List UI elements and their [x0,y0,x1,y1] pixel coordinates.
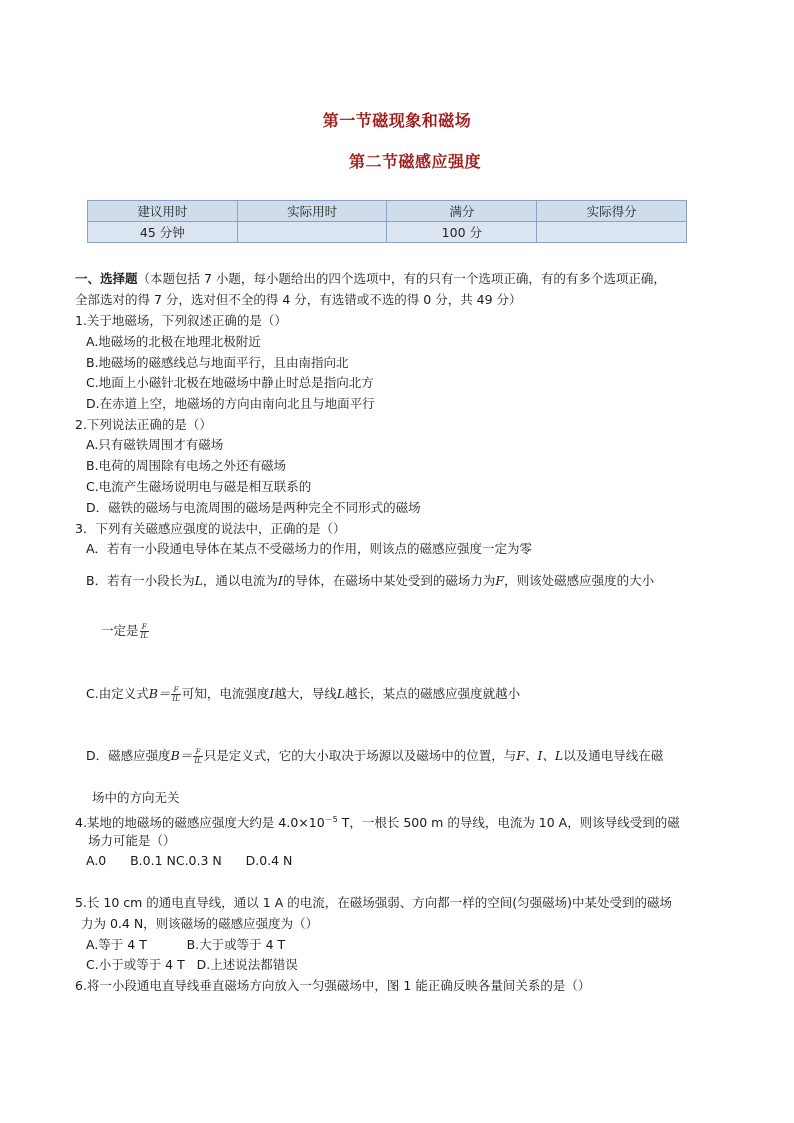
fraction-f-over-il: $\frac{F}{IL}$ [172,686,180,703]
section-title-2: 第二节磁感应强度 [348,152,481,171]
q2-option-a: A.只有磁铁周围才有磁场 [86,437,224,452]
value-full-score: 100 分 [387,222,537,243]
q3-option-d-line-2: 场中的方向无关 [92,790,180,805]
q3-option-c: C.由定义式B＝ $\frac{F}{IL}$ 可知，电流强度I越大，导线L越长，某点的磁感应强度就越小 [86,686,521,703]
q1-option-d: D.在赤道上空，地磁场的方向由南向北且与地面平行 [86,396,375,411]
q5-options-cd: C.小于或等于 4 T D.上述说法都错误 [86,957,298,972]
fraction-f-over-il: $\frac{F}{IL}$ [140,623,148,640]
section-title-1: 第一节磁现象和磁场 [322,111,472,130]
value-suggested-time: 45 分钟 [88,222,238,243]
q2-stem: 2.下列说法正确的是（） [75,417,212,432]
info-table [87,200,687,243]
q1-stem: 1.关于地磁场，下列叙述正确的是（） [75,313,287,328]
q1-option-b: B.地磁场的磁感线总与地面平行，且由南指向北 [86,355,349,370]
q1-option-a: A.地磁场的北极在地理北极附近 [86,334,261,349]
q2-option-b: B.电荷的周围除有电场之外还有磁场 [86,458,287,473]
q3-option-b-line-1: B．若有一小段长为L，通以电流为I的导体，在磁场中某处受到的磁场力为F，则该处磁感应强度的大小 [86,573,655,588]
q5-options-ab: A.等于 4 T B.大于或等于 4 T [86,937,286,952]
q5-stem-line-1: 5.长 10 cm 的通电直导线，通以 1 A 的电流，在磁场强弱、方向都一样的空间(匀强磁场)中某处受到的磁场 [75,895,672,910]
header-actual-score: 实际得分 [537,201,687,222]
header-full-score: 满分 [387,201,537,222]
q3-option-d-line-1: D．磁感应强度B＝ $\frac{F}{IL}$ 只是定义式，它的大小取决于场源以及磁场中的位置，与F、I、L以及通电导线在磁 [86,748,664,765]
q2-option-d: D．磁铁的磁场与电流周围的磁场是两种完全不同形式的磁场 [86,500,421,515]
header-actual-time: 实际用时 [237,201,387,222]
q3-stem: 3．下列有关磁感应强度的说法中，正确的是（） [75,521,346,536]
value-actual-time[interactable] [237,222,387,243]
q3-option-a: A．若有一小段通电导体在某点不受磁场力的作用，则该点的磁感应强度一定为零 [86,541,533,556]
section-label: 一、选择题 [75,271,138,286]
header-suggested-time: 建议用时 [88,201,238,222]
q4-stem-line-1: 4.某地的地磁场的磁感应强度大约是 $4.0\times 10^{-5}$ T，一根长 500 m 的导线，电流为 10 A，则该导线受到的磁 [75,815,680,831]
q1-option-c: C.地面上小磁针北极在地磁场中静止时总是指向北方 [86,375,374,390]
info-table-value-row [88,222,687,243]
q2-option-c: C.电流产生磁场说明电与磁是相互联系的 [86,479,312,494]
q3-option-b-line-2: 一定是 $\frac{F}{IL}$ [101,623,148,640]
info-table-header-row [88,201,687,222]
q4-stem-line-2: 场力可能是（） [88,833,176,848]
q6-stem: 6.将一小段通电直导线垂直磁场方向放入一匀强磁场中，图 1 能正确反映各量间关系的是（） [75,978,591,993]
q4-options: A.0 B.0.1 NC.0.3 N D.0.4 N [86,853,293,868]
q5-stem-line-2: 力为 0.4 N，则该磁场的磁感应强度为（） [81,916,319,931]
fraction-f-over-il: $\frac{F}{IL}$ [194,748,202,765]
section-intro-line-2: 全部选对的得 7 分，选对但不全的得 4 分，有选错或不选的得 0 分，共 49 分） [75,292,522,307]
value-actual-score[interactable] [537,222,687,243]
section-intro-line-1 [75,270,666,287]
section-intro-text-1: （本题包括 7 小题，每小题给出的四个选项中，有的只有一个选项正确，有的有多个选项正确， [137,271,666,286]
